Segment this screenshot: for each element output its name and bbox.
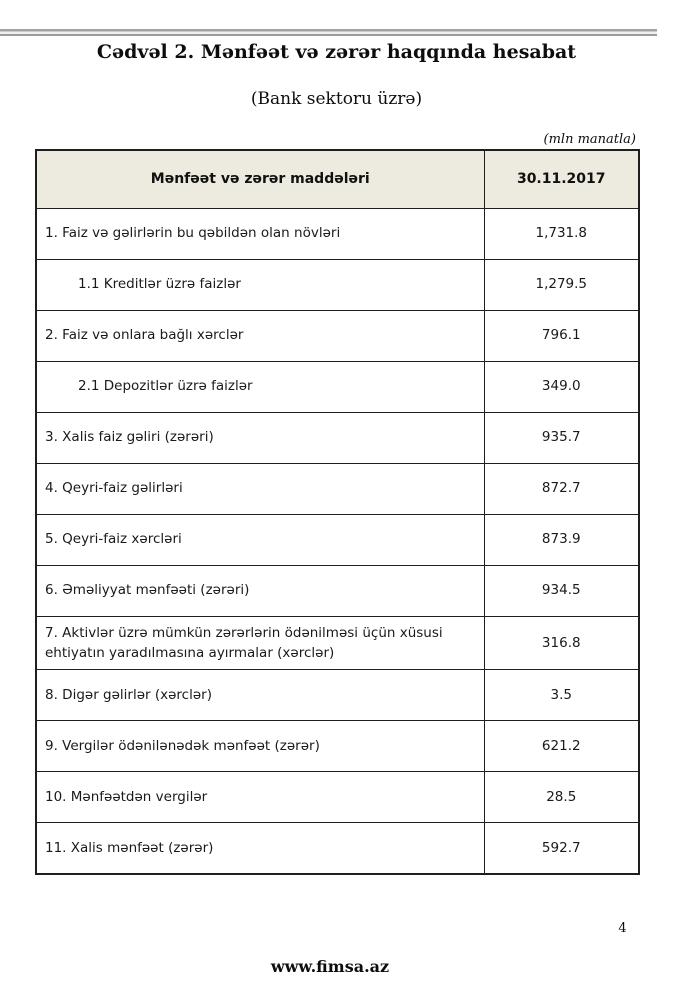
row-label: 7. Aktivlər üzrə mümkün zərərlərin ödənilməsi üçün xüsusi ehtiyatın yaradılmasına ayırmalar (xərclər) (36, 616, 484, 670)
table-row (36, 670, 639, 721)
table-row (36, 463, 639, 514)
row-label: 9. Vergilər ödənilənədək mənfəət (zərər) (36, 721, 484, 772)
page-content (35, 0, 638, 875)
page-subtitle: (Bank sektoru üzrə) (250, 89, 423, 109)
row-label: 2.1 Depozitlər üzrə faizlər (36, 361, 484, 412)
row-value: 873.9 (484, 514, 639, 565)
table-row (36, 310, 639, 361)
table-header-row (36, 150, 639, 208)
row-label: 1.1 Kreditlər üzrə faizlər (36, 259, 484, 310)
column-header-items: Mənfəət və zərər maddələri (36, 150, 484, 208)
footer-url: www.fimsa.az (270, 957, 390, 976)
row-label: 3. Xalis faiz gəliri (zərəri) (36, 412, 484, 463)
row-value: 316.8 (484, 616, 639, 670)
table-row (36, 412, 639, 463)
row-value: 592.7 (484, 823, 639, 874)
row-value: 796.1 (484, 310, 639, 361)
table-row (36, 361, 639, 412)
table-row (36, 208, 639, 259)
page-title: Cədvəl 2. Mənfəət və zərər haqqında hesabat (96, 41, 577, 63)
table-row (36, 259, 639, 310)
table-body (36, 208, 639, 874)
row-value: 349.0 (484, 361, 639, 412)
table-row (36, 721, 639, 772)
row-label: 6. Əməliyyat mənfəəti (zərəri) (36, 565, 484, 616)
unit-note: (mln manatla) (543, 132, 636, 147)
page-number: 4 (618, 921, 627, 936)
row-value: 1,731.8 (484, 208, 639, 259)
row-value: 3.5 (484, 670, 639, 721)
table-row (36, 823, 639, 874)
table-row (36, 616, 639, 670)
row-label: 1. Faiz və gəlirlərin bu qəbildən olan növləri (36, 208, 484, 259)
row-value: 935.7 (484, 412, 639, 463)
table-row (36, 565, 639, 616)
column-header-date: 30.11.2017 (484, 150, 639, 208)
row-value: 28.5 (484, 772, 639, 823)
row-value: 1,279.5 (484, 259, 639, 310)
profit-loss-table (35, 149, 640, 875)
row-label: 10. Mənfəətdən vergilər (36, 772, 484, 823)
table-row (36, 514, 639, 565)
row-value: 621.2 (484, 721, 639, 772)
row-value: 934.5 (484, 565, 639, 616)
row-label: 4. Qeyri-faiz gəlirləri (36, 463, 484, 514)
row-value: 872.7 (484, 463, 639, 514)
table-row (36, 772, 639, 823)
row-label: 8. Digər gəlirlər (xərclər) (36, 670, 484, 721)
row-label: 5. Qeyri-faiz xərcləri (36, 514, 484, 565)
row-label: 11. Xalis mənfəət (zərər) (36, 823, 484, 874)
row-label: 2. Faiz və onlara bağlı xərclər (36, 310, 484, 361)
